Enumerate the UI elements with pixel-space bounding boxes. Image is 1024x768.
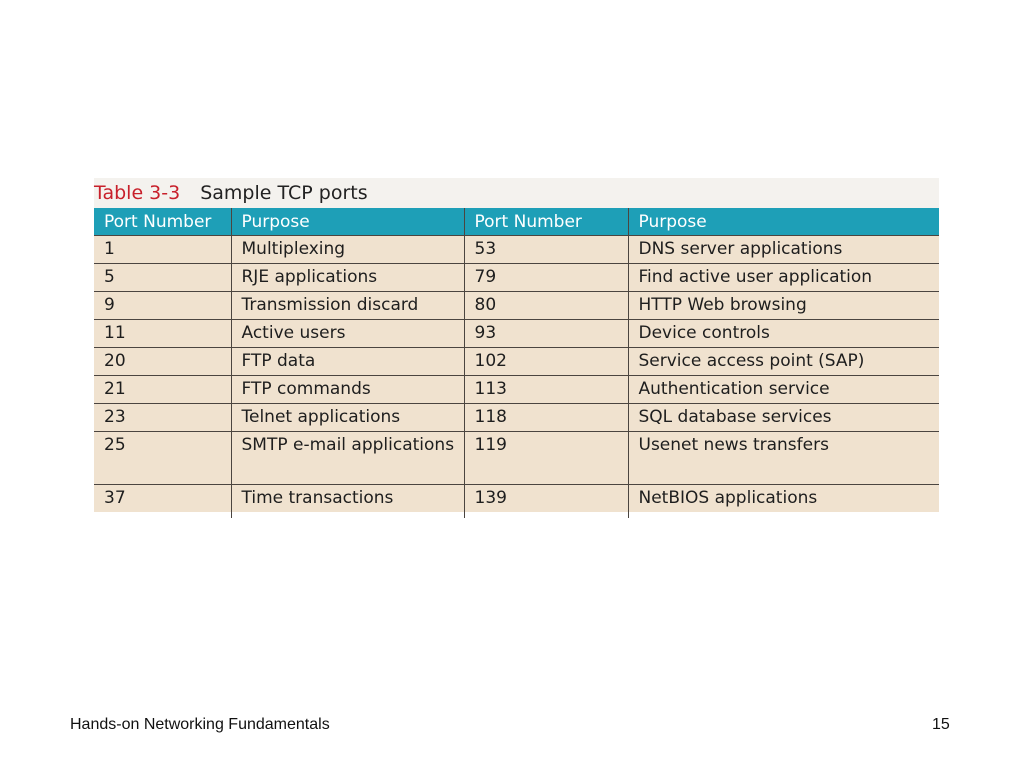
page-number: 15 <box>932 716 950 733</box>
purpose-cell: Usenet news transfers <box>628 432 939 485</box>
purpose-cell: DNS server applications <box>628 236 939 264</box>
port-cell: 25 <box>94 432 231 485</box>
tcp-ports-table <box>94 208 939 518</box>
table-caption-title: Sample TCP ports <box>200 182 368 204</box>
table-row <box>94 320 939 348</box>
port-cell: 37 <box>94 485 231 519</box>
port-cell: 119 <box>464 432 628 485</box>
port-cell: 118 <box>464 404 628 432</box>
table-row <box>94 404 939 432</box>
purpose-cell: Find active user application <box>628 264 939 292</box>
port-cell: 5 <box>94 264 231 292</box>
purpose-cell: Active users <box>231 320 464 348</box>
header-port-number: Port Number <box>464 208 628 236</box>
purpose-cell: FTP data <box>231 348 464 376</box>
port-cell: 102 <box>464 348 628 376</box>
purpose-cell: Multiplexing <box>231 236 464 264</box>
purpose-cell: Device controls <box>628 320 939 348</box>
port-cell: 1 <box>94 236 231 264</box>
port-cell: 53 <box>464 236 628 264</box>
port-cell: 9 <box>94 292 231 320</box>
purpose-cell: RJE applications <box>231 264 464 292</box>
purpose-cell: SQL database services <box>628 404 939 432</box>
port-cell: 79 <box>464 264 628 292</box>
table-caption-label: Table 3-3 <box>94 182 181 204</box>
purpose-cell: Transmission discard <box>231 292 464 320</box>
port-cell: 139 <box>464 485 628 519</box>
header-purpose: Purpose <box>231 208 464 236</box>
table-row <box>94 432 939 485</box>
purpose-cell: SMTP e-mail applications <box>231 432 464 485</box>
port-cell: 20 <box>94 348 231 376</box>
purpose-cell: Time transactions <box>231 485 464 519</box>
table-row <box>94 236 939 264</box>
port-cell: 93 <box>464 320 628 348</box>
table-row <box>94 264 939 292</box>
ports-table-block <box>94 178 939 512</box>
header-port-number: Port Number <box>94 208 231 236</box>
table-header-row <box>94 208 939 236</box>
port-cell: 113 <box>464 376 628 404</box>
purpose-cell: Telnet applications <box>231 404 464 432</box>
purpose-cell: FTP commands <box>231 376 464 404</box>
port-cell: 11 <box>94 320 231 348</box>
table-row <box>94 292 939 320</box>
port-cell: 21 <box>94 376 231 404</box>
purpose-cell: Authentication service <box>628 376 939 404</box>
table-row <box>94 348 939 376</box>
port-cell: 80 <box>464 292 628 320</box>
table-caption <box>94 178 939 208</box>
header-purpose: Purpose <box>628 208 939 236</box>
purpose-cell: HTTP Web browsing <box>628 292 939 320</box>
purpose-cell: Service access point (SAP) <box>628 348 939 376</box>
table-row <box>94 376 939 404</box>
table-row <box>94 485 939 519</box>
port-cell: 23 <box>94 404 231 432</box>
purpose-cell: NetBIOS applications <box>628 485 939 519</box>
footer-title: Hands-on Networking Fundamentals <box>70 716 330 733</box>
